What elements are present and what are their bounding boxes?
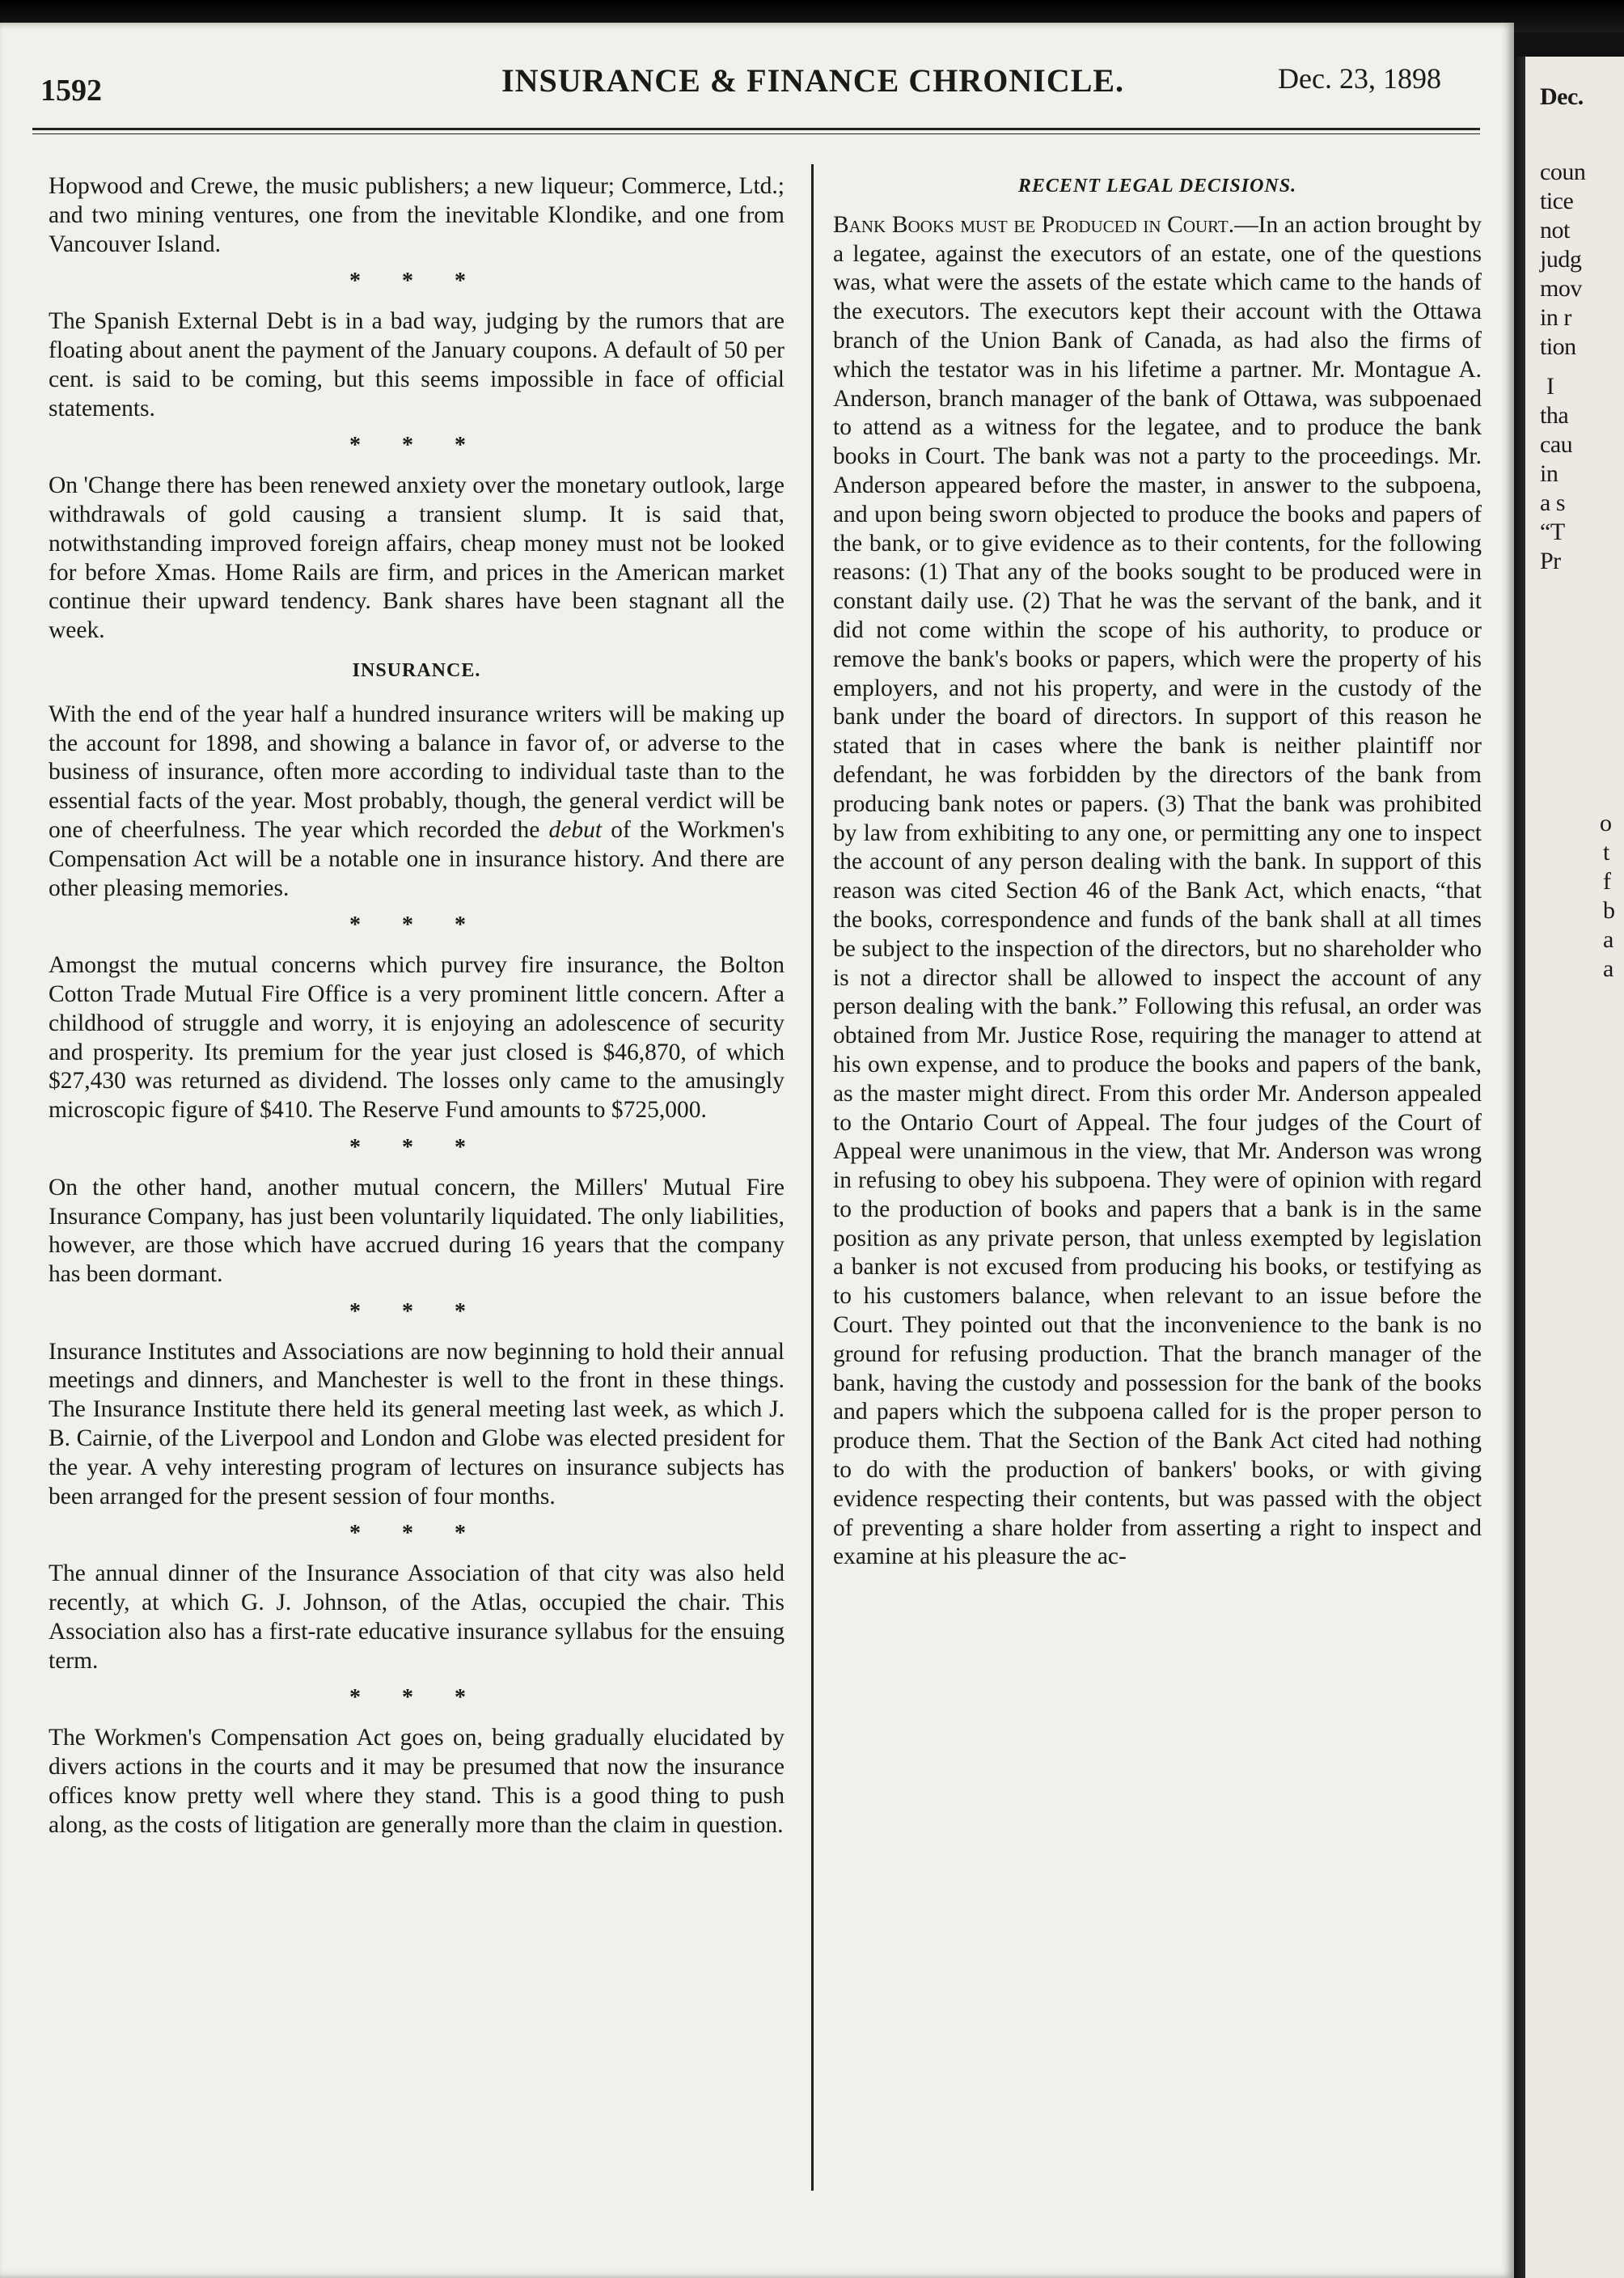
facing-fragment: tice: [1540, 188, 1574, 214]
paragraph: The Spanish External Debt is in a bad way, judging by the rumors that are floating about anent the payment of the January coupons. A default of 50 per cent. is said to be coming, but this seems impossible in face of official statements.: [49, 308, 785, 421]
facing-fragment: in: [1540, 460, 1558, 487]
paragraph: On the other hand, another mutual concern, the Millers' Mutual Fire Insurance Company, has just been voluntarily liquidated. The only liabilities, however, are those which have accrued during 16 years that the company has been dormant.: [49, 1174, 785, 1288]
facing-header: Dec.: [1540, 83, 1584, 110]
separator: * * *: [349, 1685, 484, 1711]
separator: * * *: [349, 1521, 484, 1547]
facing-fragment: a: [1603, 926, 1613, 953]
paragraph: Hopwood and Crewe, the music publishers; a new liqueur; Commerce, Ltd.; and two mining ventures, one from the inevitable Klondike, and one from Vancouver Island.: [49, 173, 785, 257]
facing-fragment: tha: [1540, 402, 1569, 429]
column-divider: [811, 164, 814, 2191]
article-title: RECENT LEGAL DECISIONS.: [1017, 176, 1297, 197]
facing-fragment: tion: [1540, 333, 1576, 360]
paragraph: [49, 701, 785, 904]
facing-fragment: o: [1600, 810, 1612, 836]
facing-page: [1525, 57, 1624, 2278]
left-column: [49, 172, 785, 1848]
facing-fragment: t: [1603, 839, 1609, 866]
facing-fragment: Pr: [1540, 548, 1561, 574]
separator: * * *: [349, 1298, 484, 1324]
section-heading: INSURANCE.: [352, 659, 481, 681]
facing-fragment: I: [1546, 373, 1554, 400]
paragraph: Insurance Institutes and Associations are now beginning to hold their annual meetings and dinners, and Manchester is well to the front in these things. The Insurance Institute there held its general meeting last week, as which J. B. Cairnie, of the Liverpool and London and Globe was elected president for the year. A vehy interesting program of lectures on insurance subjects has been arranged for the present session of four months.: [49, 1338, 785, 1509]
paragraph: Amongst the mutual concerns which purvey fire insurance, the Bolton Cotton Trade Mutual Fire Office is a very prominent little concern. After a childhood of struggle and worry, it is enjoying an adolescence of security and prosperity. Its premium for the year just closed is $46,870, of which $27,430 was returned as dividend. The losses only came to the amusingly microscopic figure of $410. The Reserve Fund amounts to $725,000.: [49, 952, 785, 1124]
header-rule-thin: [32, 133, 1480, 134]
issue-date: Dec. 23, 1898: [1278, 62, 1441, 95]
header-rule: [32, 128, 1480, 130]
separator: * * *: [349, 269, 484, 294]
facing-fragment: a s: [1540, 489, 1565, 516]
paragraph: On 'Change there has been renewed anxiety over the monetary outlook, large withdrawals of gold causing a transient slump. It is said that, notwithstanding improved foreign affairs, cheap money must not be looked for before Xmas. Home Rails are firm, and prices in the American market continue their upward tendency. Bank shares have been stagnant all the week.: [49, 472, 785, 644]
paragraph: The annual dinner of the Insurance Association of that city was also held recently, at which G. J. Johnson, of the Atlas, occupied the chair. This Association also has a first-rate educative insurance syllabus for the ensuing term.: [49, 1560, 785, 1674]
paragraph: The Workmen's Compensation Act goes on, being gradually elucidated by divers actions in the courts and it may be presumed that now the insurance offices know pretty well where they stand. This is a good thing to push along, as the costs of litigation are generally more than the claim in question.: [49, 1725, 785, 1838]
facing-fragment: f: [1603, 868, 1611, 895]
lead-in: Bank Books must be Produced in Court.: [833, 211, 1235, 238]
separator: * * *: [349, 433, 484, 459]
book-gutter: [1514, 57, 1525, 2278]
facing-fragment: judg: [1540, 246, 1582, 273]
facing-fragment: mov: [1540, 275, 1582, 302]
running-title: INSURANCE & FINANCE CHRONICLE.: [501, 62, 1125, 99]
facing-fragment: “T: [1540, 519, 1565, 545]
facing-fragment: in r: [1540, 304, 1571, 331]
facing-fragment: not: [1540, 217, 1570, 243]
page-number: 1592: [40, 74, 102, 108]
facing-fragment: cau: [1540, 431, 1573, 458]
document-page: [0, 23, 1514, 2278]
facing-fragment: b: [1603, 897, 1615, 924]
paragraph: [833, 211, 1482, 1572]
separator: * * *: [349, 912, 484, 938]
text-run: With the end of the year half a hundred insurance writers will be making up the account for 1898, and showing a balance in favor of, or adverse to the business of insurance, often more according to individual taste than to the essential facts of the year. Most probably, though, the general verdict will be one of cheerfulness. The year which recorded the: [49, 701, 785, 843]
right-column: [833, 172, 1482, 1580]
separator: * * *: [349, 1134, 484, 1160]
italic-text: debut: [548, 816, 603, 843]
text-run: of the Workmen's Compensation Act will be a notable one in insurance history. And there are other pleasing memories.: [49, 816, 785, 901]
facing-fragment: a: [1603, 955, 1613, 982]
article-body: —In an action brought by a legatee, against the executors of an estate, one of the questions was, what were the assets of the estate which came to the hands of the executors. The executors kept their account with the Ottawa branch of the Union Bank of Canada, as had also the firms of which the testator was in his lifetime a partner. Mr. Montague A. Anderson, branch manager of the bank of Ottawa, was subpoenaed to attend as a witness for the legatee, and to produce the bank books in Court. The bank was not a party to the proceedings. Mr. Anderson appeared before the master, in answer to the subpoena, and upon being sworn objected to produce the books and papers of the bank, or to give evidence as to their contents, for the following reasons: (1) That any of the books sought to be produced were in constant daily use. (2) That he was the servant of the bank, and it did not come within the scope of his authority, to produce or remove the bank's books or papers, which were the property of his employers, and not his property, and were in the custody of the bank under the board of directors. In support of this reason he stated that in cases where the bank is neither plaintiff nor defendant, he was forbidden by the directors of the bank from producing bank notes or papers. (3) That the bank was prohibited by law from exhibiting to any one, or permitting any one to inspect the account of any person dealing with the bank. In support of this reason was cited Section 46 of the Bank Act, which enacts, “that the books, correspondence and funds of the bank shall at all times be subject to the inspection of the directors, but no shareholder who is not a director shall be allowed to inspect the account of any person dealing with the bank.” Following this refusal, an order was obtained from Mr. Justice Rose, requiring the manager to attend at his own expense, and to produce the books and papers of the bank, as the master might direct. From this order Mr. Anderson appealed to the Ontario Court of Appeal. The four judges of the Court of Appeal were unanimous in the view, that Mr. Anderson was wrong in refusing to obey his subpoena. They were of opinion with regard to the production of books and papers that a bank is in the same position as any private person, that unless exempted by legislation a banker is not excused from producing his books, or testifying as to his customers balance, when relevant to an issue before the Court. They pointed out that the inconvenience to the bank is no ground for refusing production. That the branch manager of the bank, having the custody and possession for the bank of the books and papers which the subpoena called for is the proper person to produce them. That the Section of the Bank Act cited had nothing to do with the production of bankers' books, or with giving evidence respecting their contents, but was passed with the object of preventing a share holder from asserting a right to inspect and examine at his pleasure the ac-: [833, 211, 1482, 1570]
facing-fragment: coun: [1540, 159, 1586, 185]
